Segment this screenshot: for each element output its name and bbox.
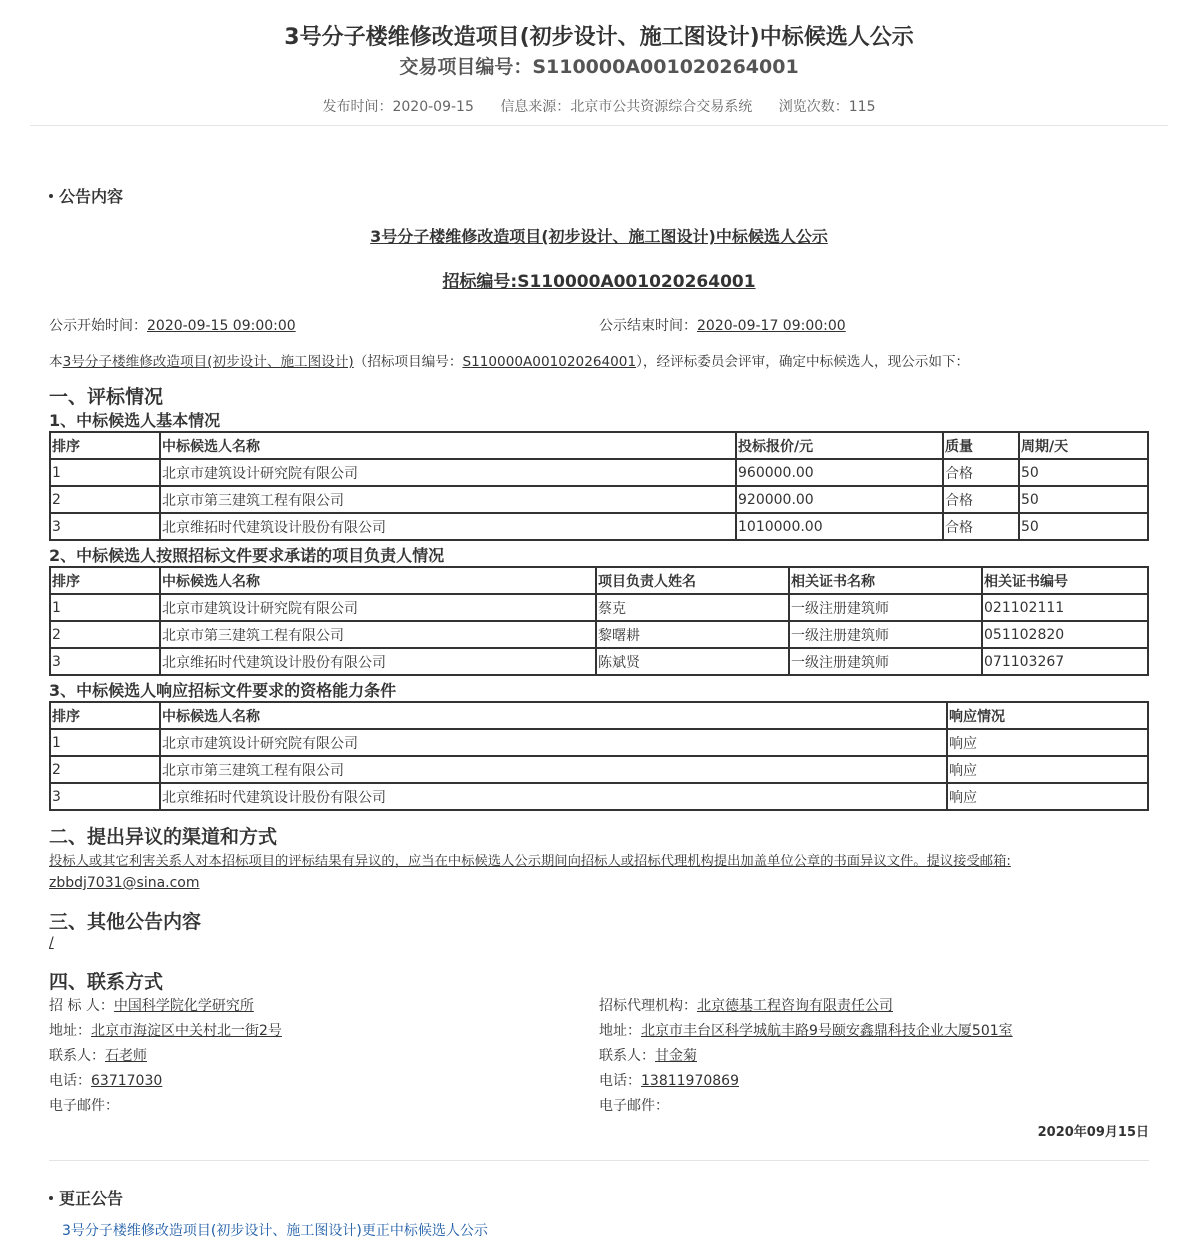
table-cell: 3 [50, 513, 160, 540]
tenderer-contact [49, 1045, 147, 1065]
view-count [779, 99, 876, 115]
qualification-table [49, 701, 1149, 811]
end-label: 公示结束时间： [599, 318, 697, 334]
publicity-start [49, 315, 296, 335]
table1-heading: 1、中标候选人基本情况 [49, 411, 221, 430]
table-header-row [50, 702, 1148, 729]
tenderer-label: 招 标 人： [49, 998, 114, 1014]
project-leader-table [49, 566, 1149, 676]
section-notice-label: 公告内容 [59, 187, 124, 206]
table-cell: 合格 [943, 513, 1019, 540]
section-4-heading: 四、联系方式 [49, 971, 164, 993]
bullet-icon [49, 1196, 53, 1200]
table-header-cell: 排序 [50, 432, 160, 459]
agency-value: 北京德基工程咨询有限责任公司 [697, 998, 893, 1014]
table-cell: 1010000.00 [736, 513, 943, 540]
table-cell: 1 [50, 594, 160, 621]
section-notice-heading [49, 184, 123, 207]
agency-contact [599, 1045, 697, 1065]
table3-heading: 3、中标候选人响应招标文件要求的资格能力条件 [49, 681, 397, 700]
table-row [50, 756, 1148, 783]
header-divider [30, 125, 1168, 126]
agency-label: 招标代理机构： [599, 998, 697, 1014]
phone-label: 电话： [49, 1073, 91, 1089]
tenderer-value: 中国科学院化学研究所 [113, 998, 254, 1014]
table-cell: 北京市第三建筑工程有限公司 [160, 621, 596, 648]
table-row [50, 648, 1148, 675]
table-cell: 合格 [943, 459, 1019, 486]
table-cell: 50 [1019, 513, 1148, 540]
source-label: 信息来源： [500, 99, 571, 115]
other-content: / [49, 935, 54, 951]
table-cell: 2 [50, 621, 160, 648]
table-cell: 一级注册建筑师 [789, 648, 982, 675]
publish-label: 发布时间： [322, 99, 393, 115]
table-header-cell: 中标候选人名称 [160, 567, 596, 594]
intro-mid: （招标项目编号： [353, 354, 463, 370]
footer-divider [49, 1160, 1149, 1161]
table-cell: 2 [50, 756, 160, 783]
table-cell: 北京维拓时代建筑设计股份有限公司 [160, 648, 596, 675]
agency-email: 电子邮件： [599, 1098, 669, 1114]
table-cell: 合格 [943, 486, 1019, 513]
table-cell: 2 [50, 486, 160, 513]
table-header-row [50, 567, 1148, 594]
table-cell: 黎曙耕 [596, 621, 789, 648]
section-3-heading: 三、其他公告内容 [49, 911, 202, 933]
agency-org [599, 995, 893, 1015]
table-cell: 960000.00 [736, 459, 943, 486]
table-row [50, 459, 1148, 486]
table-cell: 北京市第三建筑工程有限公司 [160, 486, 736, 513]
table-cell: 1 [50, 459, 160, 486]
table-cell: 北京市建筑设计研究院有限公司 [160, 459, 736, 486]
project-code-label: 交易项目编号： [399, 56, 533, 78]
agency-address [599, 1020, 1013, 1040]
table-row [50, 486, 1148, 513]
source-value: 北京市公共资源综合交易系统 [570, 99, 753, 115]
table-cell: 50 [1019, 486, 1148, 513]
table-header-cell: 排序 [50, 702, 160, 729]
table-cell: 响应 [947, 729, 1148, 756]
table-row [50, 513, 1148, 540]
table-header-cell: 项目负责人姓名 [596, 567, 789, 594]
views-label: 浏览次数： [778, 99, 849, 115]
table-cell: 北京维拓时代建筑设计股份有限公司 [160, 513, 736, 540]
start-label: 公示开始时间： [49, 318, 147, 334]
table-cell: 051102820 [982, 621, 1148, 648]
table-row [50, 729, 1148, 756]
section-2-heading: 二、提出异议的渠道和方式 [49, 826, 278, 848]
table-row [50, 783, 1148, 810]
address-value: 北京市丰台区科学城航丰路9号颐安鑫鼎科技企业大厦501室 [641, 1023, 1013, 1039]
table-header-cell: 周期/天 [1019, 432, 1148, 459]
table-header-cell: 质量 [943, 432, 1019, 459]
end-value: 2020-09-17 09:00:00 [697, 318, 846, 334]
phone-value: 13811970869 [641, 1073, 739, 1089]
table-cell: 一级注册建筑师 [789, 594, 982, 621]
intro-project: 3号分子楼维修改造项目(初步设计、施工图设计) [62, 354, 354, 370]
tenderer-address [49, 1020, 282, 1040]
address-label: 地址： [599, 1023, 641, 1039]
table-cell: 蔡克 [596, 594, 789, 621]
start-value: 2020-09-15 09:00:00 [147, 318, 296, 334]
table-cell: 响应 [947, 783, 1148, 810]
address-label: 地址： [49, 1023, 91, 1039]
table-header-cell: 投标报价/元 [736, 432, 943, 459]
table-cell: 北京维拓时代建筑设计股份有限公司 [160, 783, 947, 810]
table-cell: 3 [50, 783, 160, 810]
notice-title: 3号分子楼维修改造项目(初步设计、施工图设计)中标候选人公示 [370, 227, 828, 246]
table-cell: 3 [50, 648, 160, 675]
intro-suffix: ），经评标委员会评审，确定中标候选人，现公示如下： [636, 354, 970, 370]
contact-value: 石老师 [105, 1048, 147, 1064]
table-header-cell: 响应情况 [947, 702, 1148, 729]
objection-text: 投标人或其它利害关系人对本招标项目的评标结果有异议的，应当在中标候选人公示期间向招标人或招标代理机构提出加盖单位公章的书面异议文件。提议接受邮箱: [49, 854, 1011, 869]
table-cell: 北京市建筑设计研究院有限公司 [160, 729, 947, 756]
bullet-icon [49, 194, 53, 198]
table-cell: 920000.00 [736, 486, 943, 513]
section-correction-label: 更正公告 [59, 1189, 124, 1208]
tenderer-phone [49, 1070, 162, 1090]
address-value: 北京市海淀区中关村北一街2号 [91, 1023, 282, 1039]
table-header-row [50, 432, 1148, 459]
notice-date: 2020年09月15日 [1037, 1125, 1149, 1140]
table-row [50, 594, 1148, 621]
objection-email: zbbdj7031@sina.com [49, 875, 200, 891]
table-cell: 071103267 [982, 648, 1148, 675]
publish-date: 2020-09-15 [392, 99, 474, 115]
meta-bar [0, 96, 1198, 116]
contact-value: 甘金菊 [655, 1048, 697, 1064]
tenderer-org [49, 995, 254, 1015]
publish-time [322, 99, 473, 115]
table-row [50, 621, 1148, 648]
intro-paragraph [49, 350, 969, 370]
table-header-cell: 排序 [50, 567, 160, 594]
table-header-cell: 中标候选人名称 [160, 702, 947, 729]
project-code [0, 52, 1198, 79]
project-code-value: S110000A001020264001 [532, 56, 799, 78]
contact-label: 联系人： [49, 1048, 105, 1064]
table2-heading: 2、中标候选人按照招标文件要求承诺的项目负责人情况 [49, 546, 445, 565]
correction-link[interactable]: 3号分子楼维修改造项目(初步设计、施工图设计)更正中标候选人公示 [62, 1223, 488, 1239]
info-source [500, 99, 752, 115]
intro-code: S110000A001020264001 [462, 354, 637, 370]
contact-label: 联系人： [599, 1048, 655, 1064]
page-title: 3号分子楼维修改造项目(初步设计、施工图设计)中标候选人公示 [284, 25, 914, 50]
table-header-cell: 中标候选人名称 [160, 432, 736, 459]
table-cell: 021102111 [982, 594, 1148, 621]
table-cell: 北京市建筑设计研究院有限公司 [160, 594, 596, 621]
table-cell: 北京市第三建筑工程有限公司 [160, 756, 947, 783]
views-value: 115 [848, 99, 876, 115]
table-cell: 1 [50, 729, 160, 756]
section-correction-heading [49, 1186, 123, 1209]
candidate-basic-table [49, 431, 1149, 541]
bid-number: 招标编号:S110000A001020264001 [442, 272, 756, 292]
table-cell: 响应 [947, 756, 1148, 783]
table-header-cell: 相关证书编号 [982, 567, 1148, 594]
section-1-heading: 一、评标情况 [49, 386, 164, 408]
intro-prefix: 本 [49, 354, 63, 370]
table-cell: 50 [1019, 459, 1148, 486]
table-cell: 陈斌贤 [596, 648, 789, 675]
phone-value: 63717030 [91, 1073, 163, 1089]
tenderer-email: 电子邮件： [49, 1098, 119, 1114]
phone-label: 电话： [599, 1073, 641, 1089]
table-cell: 一级注册建筑师 [789, 621, 982, 648]
table-header-cell: 相关证书名称 [789, 567, 982, 594]
publicity-end [599, 315, 846, 335]
agency-phone [599, 1070, 739, 1090]
